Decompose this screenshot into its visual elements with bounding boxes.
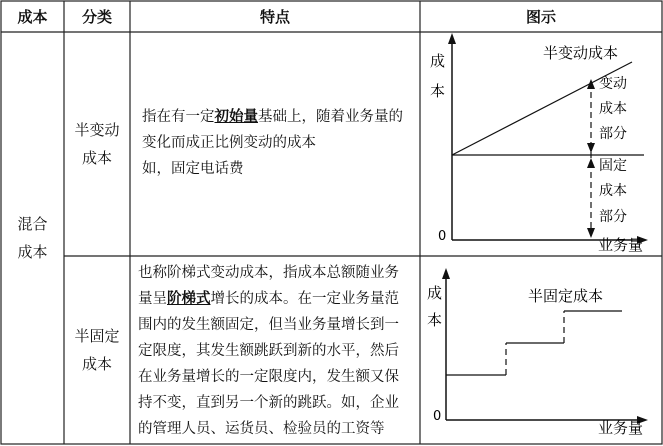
y-axis-arrow-icon: [448, 33, 456, 44]
origin-label: 0: [438, 229, 447, 244]
variable-part-label-3: 部分: [599, 126, 627, 142]
desc-line: 持不变，直到另一个新的跳跃。如，企业: [138, 395, 399, 411]
desc-line: 指在有一定初始量基础上，随着业务量的: [142, 109, 403, 125]
desc-line: 量呈阶梯式增长的成本。在一定业务量范: [138, 291, 399, 307]
desc-line: 如，固定电话费: [142, 161, 244, 177]
fixed-part-label-3: 部分: [599, 209, 627, 225]
mixed-cost-line-1: 混合: [17, 215, 48, 233]
semi-variable-description: [142, 104, 414, 182]
semi-fixed-description: [138, 260, 418, 442]
y-axis-label-2: 本: [430, 82, 446, 100]
line-label: 半变动成本: [543, 44, 619, 62]
header-features: 特点: [259, 7, 290, 26]
semi-variable-chart: [430, 33, 648, 254]
desc-line: 在业务量增长的一定限度内，发生额又保: [138, 369, 399, 385]
semi-variable-category-line-2: 成本: [81, 149, 112, 167]
desc-line: 围内的发生额固定，但当业务量增长到一: [138, 317, 399, 333]
semi-fixed-chart: [427, 268, 648, 437]
y-axis-label-1: 成: [427, 284, 443, 302]
y-axis-arrow-icon: [442, 268, 450, 279]
step-line: [446, 311, 622, 375]
semi-fixed-category-line-2: 成本: [81, 355, 112, 373]
desc-line: 定限度，其发生额跳跃到新的水平，然后: [138, 343, 399, 359]
semi-fixed-category: [64, 256, 130, 444]
desc-line: 的管理人员、运货员、检验员的工资等: [138, 421, 385, 437]
fixed-part-label-1: 固定: [599, 158, 627, 174]
emphasis-stepwise: 阶梯式: [167, 291, 211, 307]
y-axis-label-1: 成: [430, 52, 446, 70]
line-label: 半固定成本: [528, 287, 604, 305]
header-diagram: 图示: [525, 7, 556, 26]
header-category: 分类: [81, 7, 112, 26]
desc-line: 也称阶梯式变动成本，指成本总额随业务: [138, 265, 399, 281]
variable-part-label-2: 成本: [599, 101, 627, 117]
arrow-up-icon: [587, 158, 595, 168]
y-axis-label-2: 本: [427, 311, 443, 329]
variable-part-label-1: 变动: [599, 76, 627, 92]
arrow-down-icon: [587, 143, 595, 153]
x-axis-label: 业务量: [598, 236, 644, 254]
emphasis-initial-amount: 初始量: [214, 109, 258, 125]
origin-label: 0: [433, 409, 442, 424]
arrow-down-icon: [587, 228, 595, 238]
x-axis-label: 业务量: [598, 419, 644, 437]
header-cost: 成本: [17, 7, 48, 26]
semi-variable-category-line-1: 半变动: [74, 121, 120, 139]
desc-line: 变化而成正比例变动的成本: [142, 135, 316, 151]
semi-fixed-category-line-1: 半固定: [74, 327, 120, 345]
fixed-part-label-2: 成本: [599, 183, 627, 199]
mixed-cost-label: [1, 32, 64, 444]
mixed-cost-line-2: 成本: [17, 243, 48, 261]
semi-variable-category: [64, 32, 130, 256]
